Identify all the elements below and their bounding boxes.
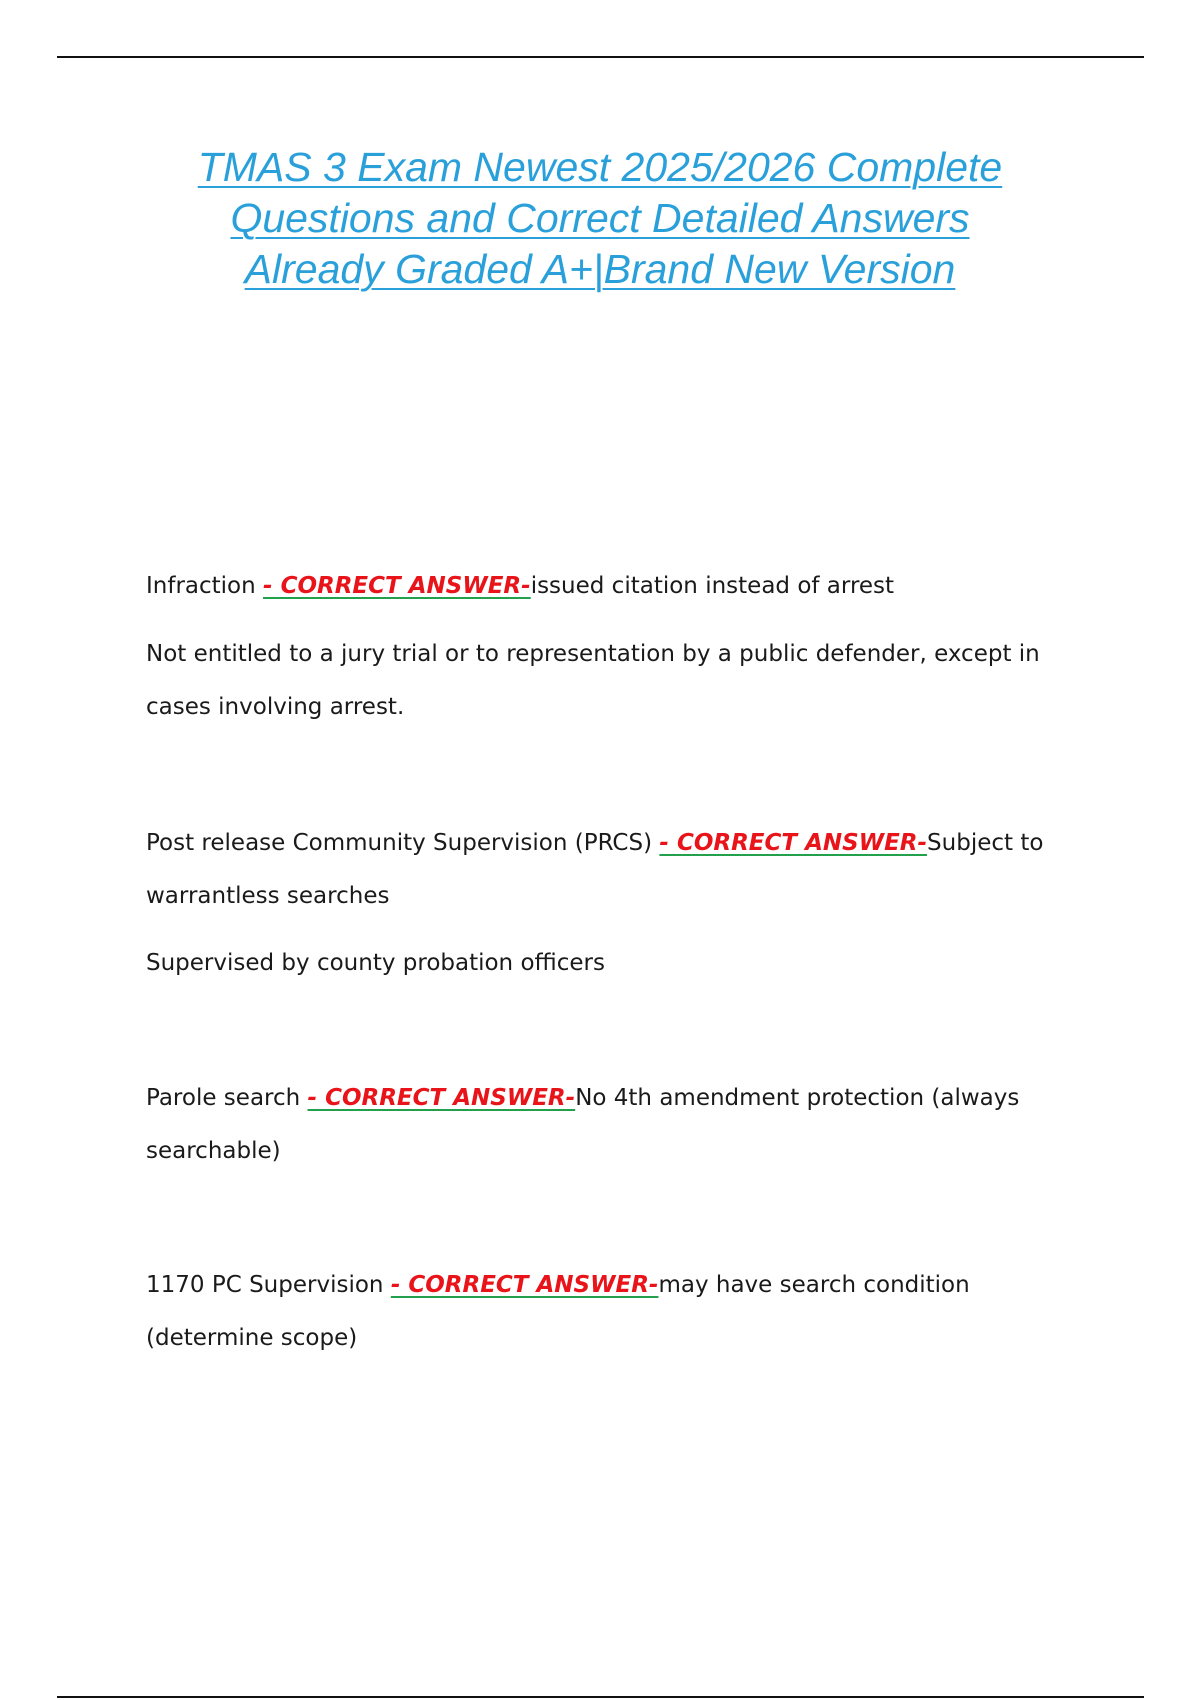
top-rule — [57, 56, 1144, 58]
qa-entry-parole-search — [146, 1072, 1086, 1178]
qa-entry-1170-pc — [146, 1259, 1086, 1365]
title-line-1: TMAS 3 Exam Newest 2025/2026 Complete — [197, 144, 1003, 190]
correct-answer-marker: - CORRECT ANSWER- — [307, 1085, 576, 1111]
question-term: Post release Community Supervision (PRCS) — [146, 830, 660, 856]
question-term: Infraction — [146, 573, 264, 599]
answer-text: may have search condition (determine scope) — [146, 1272, 970, 1351]
entry-extra-text: Not entitled to a jury trial or to representation by a public defender, except in cases involving arrest. — [146, 641, 1040, 720]
title-line-2: Questions and Correct Detailed Answers — [230, 195, 970, 241]
correct-answer-marker: - CORRECT ANSWER- — [390, 1272, 659, 1298]
correct-answer-marker: - CORRECT ANSWER- — [263, 573, 531, 599]
answer-text: issued citation instead of arrest — [530, 573, 895, 599]
bottom-rule — [57, 1696, 1144, 1698]
answer-text: No 4th amendment protection (always searchable) — [146, 1085, 1020, 1164]
qa-entry-prcs — [146, 817, 1086, 923]
answer-text: Subject to warrantless searches — [146, 830, 1044, 909]
question-term: 1170 PC Supervision — [146, 1272, 391, 1298]
entry-extra-text: Supervised by county probation officers — [146, 950, 605, 976]
document-title — [100, 142, 1100, 295]
qa-entry-infraction — [146, 560, 1086, 613]
title-line-3: Already Graded A+|Brand New Version — [244, 246, 956, 292]
correct-answer-marker: - CORRECT ANSWER- — [659, 830, 928, 856]
question-term: Parole search — [146, 1085, 308, 1111]
